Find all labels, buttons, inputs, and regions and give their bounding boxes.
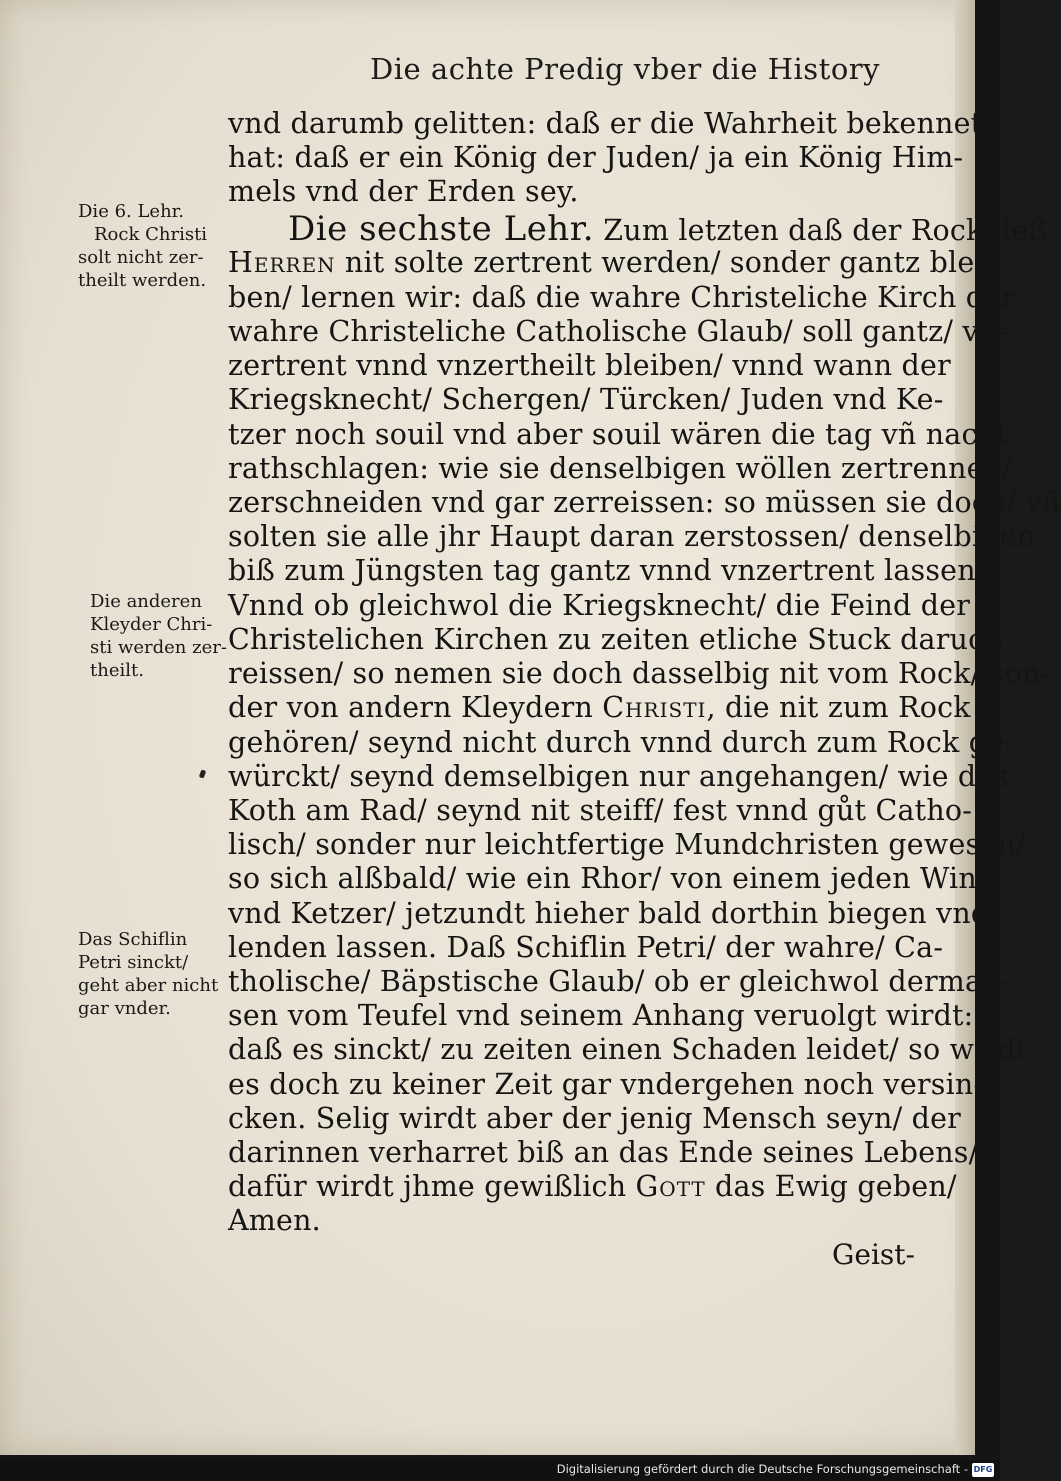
body-line-7: wahre Christeliche Catholische Glaub/ soll gantz/ vn- xyxy=(228,315,1008,348)
body-line-16: Christelichen Kirchen zu zeiten etliche Stuck daruon xyxy=(228,623,1005,656)
body-line-23: so sich alßbald/ wie ein Rhor/ von einem jeden Wind xyxy=(228,862,996,895)
body-line-31: darinnen verharret biß an das Ende seines Lebens/ xyxy=(228,1136,979,1169)
body-line-5 xyxy=(228,246,994,280)
margin-note-line: gar vnder. xyxy=(78,998,171,1019)
dfg-logo-icon: DFG xyxy=(972,1463,994,1477)
body-line-14: biß zum Jüngsten tag gantz vnnd vnzertrent lassen. xyxy=(228,554,986,587)
body-line-19: gehören/ seynd nicht durch vnnd durch zum Rock ge- xyxy=(228,726,1015,759)
footer-credit: Digitalisierung gefördert durch die Deutsche Forschungsgemeinschaft - xyxy=(556,1462,968,1476)
margin-note-line: geht aber nicht xyxy=(78,975,219,996)
body-line-18-start: der von andern Kleydern xyxy=(228,691,603,724)
margin-note-little-ship xyxy=(78,928,228,1020)
margin-note-line: sti werden zer- xyxy=(90,637,227,658)
body-line-32 xyxy=(228,1170,957,1204)
margin-note-other-garments xyxy=(90,590,240,682)
margin-note-line: theilt. xyxy=(90,660,144,681)
body-line-1: vnd darumb gelitten: daß er die Wahrheit bekennet xyxy=(228,107,983,140)
body-line-25: lenden lassen. Daß Schiflin Petri/ der wahre/ Ca- xyxy=(228,931,944,964)
body-line-15: Vnnd ob gleichwol die Kriegsknecht/ die Feind der xyxy=(228,589,971,622)
gott-smallcaps: Gott xyxy=(635,1170,706,1203)
body-line-18 xyxy=(228,691,971,725)
christi-smallcaps: Christi xyxy=(602,691,707,724)
body-line-26: tholische/ Bäpstische Glaub/ ob er gleichwol dermas- xyxy=(228,965,1007,998)
body-line-4-text: Zum letzten daß der Rock deß xyxy=(594,214,1048,247)
body-line-6: ben/ lernen wir: daß die wahre Christeliche Kirch der xyxy=(228,281,1016,314)
body-line-18-end: , die nit zum Rock xyxy=(706,691,971,724)
body-line-32-start: dafür wirdt jhme gewißlich xyxy=(228,1170,636,1203)
margin-note-line: solt nicht zer- xyxy=(78,247,204,268)
body-line-12: zerschneiden vnd gar zerreissen: so müssen sie doch/ vñ xyxy=(228,486,1061,519)
body-line-13: solten sie alle jhr Haupt daran zerstossen/ denselbigen xyxy=(228,520,1036,553)
body-line-22: lisch/ sonder nur leichtfertige Mundchristen gewesen/ xyxy=(228,828,1026,861)
body-line-24: vnd Ketzer/ jetzundt hieher bald dorthin biegen vnd xyxy=(228,897,990,930)
body-line-3: mels vnd der Erden sey. xyxy=(228,175,579,208)
body-line-2: hat: daß er ein König der Juden/ ja ein König Him- xyxy=(228,141,964,174)
body-line-11: rathschlagen: wie sie denselbigen wöllen zertrennen/ xyxy=(228,452,1013,485)
body-line-5-text: nit solte zertrent werden/ sonder gantz blei- xyxy=(335,246,994,279)
body-line-28: daß es sinckt/ zu zeiten einen Schaden leidet/ so wirdt xyxy=(228,1033,1028,1066)
margin-note-line: Das Schiflin xyxy=(78,929,188,950)
body-line-29: es doch zu keiner Zeit gar vndergehen noch versin- xyxy=(228,1068,984,1101)
herren-smallcaps: Herren xyxy=(228,246,336,279)
body-line-20: würckt/ seynd demselbigen nur angehangen/ wie das xyxy=(228,760,1009,793)
body-line-9: Kriegsknecht/ Schergen/ Türcken/ Juden vnd Ke- xyxy=(228,383,944,416)
body-line-33: Amen. xyxy=(228,1204,321,1237)
margin-note-sixth-lesson xyxy=(78,200,228,292)
body-line-8: zertrent vnnd vnzertheilt bleiben/ vnnd wann der xyxy=(228,349,951,382)
body-line-4 xyxy=(288,209,1048,249)
body-line-32-end: das Ewig geben/ xyxy=(705,1170,957,1203)
margin-note-line: Die 6. Lehr. xyxy=(78,201,185,222)
section-heading: Die sechste Lehr. xyxy=(288,209,595,249)
catchword: Geist- xyxy=(832,1238,915,1271)
body-line-21: Koth am Rad/ seynd nit steiff/ fest vnnd gůt Catho- xyxy=(228,794,973,827)
margin-note-line: Die anderen xyxy=(90,591,202,612)
body-line-27: sen vom Teufel vnd seinem Anhang veruolgt wirdt: xyxy=(228,999,974,1032)
body-line-30: cken. Selig wirdt aber der jenig Mensch seyn/ der xyxy=(228,1102,961,1135)
margin-note-line: Rock Christi xyxy=(94,224,208,245)
running-title: Die achte Predig vber die History xyxy=(370,52,881,86)
margin-note-line: theilt werden. xyxy=(78,270,207,291)
margin-note-line: Kleyder Chri- xyxy=(90,614,213,635)
body-line-17: reissen/ so nemen sie doch dasselbig nit vom Rock/ son- xyxy=(228,657,1051,690)
margin-note-line: Petri sinckt/ xyxy=(78,952,189,973)
body-line-10: tzer noch souil vnd aber souil wären die tag vñ nacht xyxy=(228,418,1008,451)
